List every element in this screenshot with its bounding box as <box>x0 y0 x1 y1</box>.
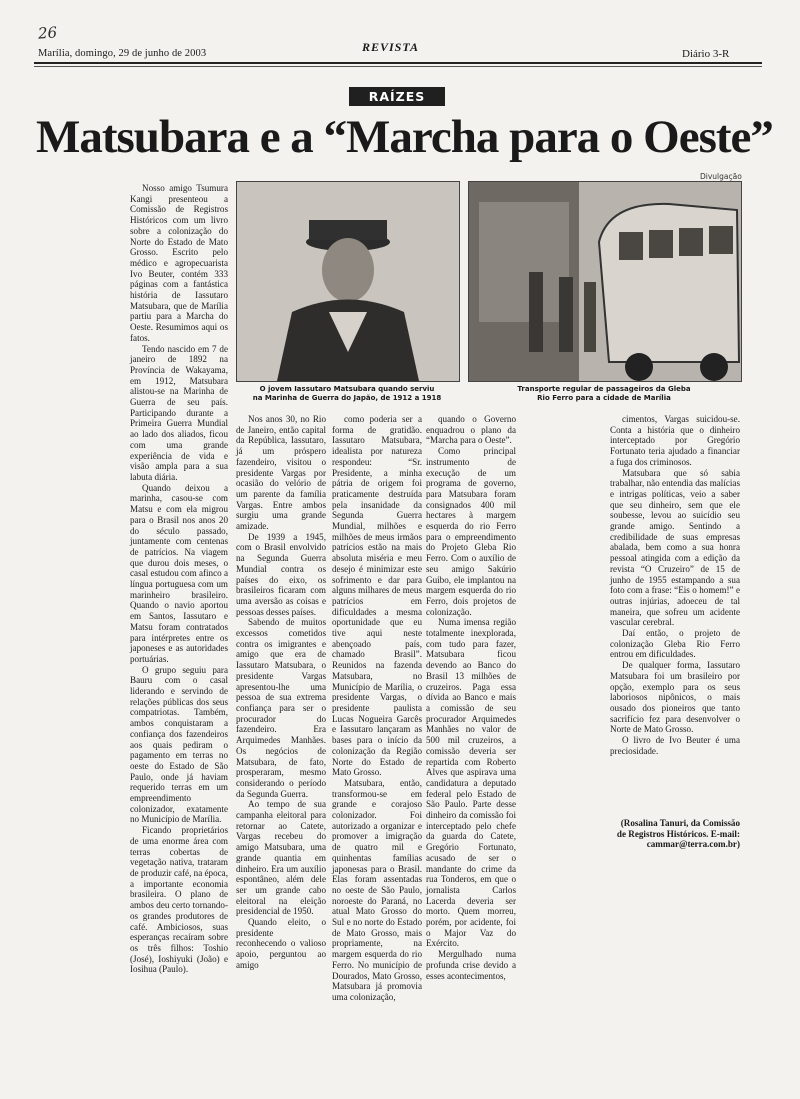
paragraph: cimentos, Vargas suicidou-se. Conta a história que o dinheiro interceptado por Gregório Fortunato teria ajudado a financiar a fuga dos criminosos. <box>610 414 740 467</box>
headline: Matsubara e a “Marcha para o Oeste” <box>36 111 773 163</box>
article-column-3 <box>332 414 422 1003</box>
author-signoff: (Rosalina Tanuri, da Comissão de Registros Históricos. E-mail: cammar@terra.com.br) <box>616 818 740 850</box>
paragraph: Ao tempo de sua campanha eleitoral para retornar ao Catete, Vargas recebeu do amigo Matsubara, uma grande quantia em dinheiro. Era um auxílio espontâneo, além dele ser um grande cabo eleitoral na eleição presidencial de 1950. <box>236 799 326 917</box>
photo-bus <box>468 181 742 382</box>
dateline: Marília, domingo, 29 de junho de 2003 <box>38 48 207 59</box>
page-number: Diário 3-R <box>682 48 730 60</box>
article-column-5 <box>610 414 740 757</box>
paragraph: Daí então, o projeto de colonização Gleba Rio Ferro entrou em dificuldades. <box>610 628 740 660</box>
paragraph: O grupo seguiu para Bauru com o casal liderando e servindo de relações públicas dos seus compatriotas. Também, ambos conquistaram a confiança dos fazendeiros aos quais pediram o pagamento em terras no oeste do Estado de São Paulo, onde já haviam requerido terras em um empreendimento colonizador, exatamente no Município de Marília. <box>130 664 228 825</box>
caption-line: Transporte regular de passageiros da Gleba <box>517 385 691 393</box>
paragraph: quando o Governo enquadrou o plano da “Marcha para o Oeste”. <box>426 414 516 446</box>
paragraph: Quando eleito, o presidente reconhecendo o valioso apoio, perguntou ao amigo <box>236 917 326 970</box>
paragraph: Quando deixou a marinha, casou-se com Matsu e com ela migrou para o Brasil nos anos 20 do século passado, juntamente com centenas de patrícios. Na viagem que durou dois meses, o casal estudou com afinco a língua portuguesa com um marinheiro brasileiro. Quando o navio aportou em Santos, Iassutaro e Matsu foram contratados para intérpretes entre os japoneses e as autoridades portuárias. <box>130 482 228 664</box>
photo-caption-1 <box>236 385 458 403</box>
paragraph: Mergulhado numa profunda crise devido a esses acontecimentos, <box>426 949 516 981</box>
paragraph: Matsubara, então, transformou-se em grande e corajoso colonizador. Foi autorizado a organizar e promover a imigração de quatro mil e quinhentas famílias japonesas para o Brasil. Elas foram assentadas no oeste de São Paulo, noroeste do Paraná, no atual Mato Grosso do Sul e no norte do Estado de Mato Grosso, mais propriamente, na margem esquerda do rio Ferro. No município de Dourados, Mato Grosso, Matsubara já promovia uma colonização, <box>332 777 422 1002</box>
photo-young-iassutaro <box>236 181 460 382</box>
handwritten-page-note: 26 <box>37 23 58 43</box>
photo-caption-2 <box>468 385 740 403</box>
caption-line: Rio Ferro para a cidade de Marília <box>537 394 671 402</box>
paragraph: Sabendo de muitos excessos cometidos contra os imigrantes e amigo que era de Iassutaro Matsubara, o presidente Vargas apresentou-lhe uma pessoa de sua extrema confiança para ser o procurador do fazendeiro. Era Arquimedes Manhães. Os negócios de Matsubara, de fato, prosperaram, mesmo considerando o período da Segunda Guerra. <box>236 617 326 799</box>
section-tag: RAÍZES <box>349 87 445 106</box>
section-name: REVISTA <box>362 40 420 54</box>
paragraph: Nos anos 30, no Rio de Janeiro, então capital da República, Iassutaro, já um próspero fazendeiro, visitou o presidente Vargas por ocasião do velório de um parente da família Vargas. Entre ambos surgiu uma grande amizade. <box>236 414 326 532</box>
photo-credit: Divulgação <box>700 172 742 181</box>
header-rule <box>34 62 762 64</box>
paragraph: Como principal instrumento de execução de um programa de governo, para Matsubara foram consignados 400 mil hectares à margem esquerda do rio Ferro para o empreendimento do Projeto Gleba Rio Ferro. Com o auxílio de seu amigo Sakúrio Guibo, ele implantou na margem esquerda do rio Ferro, dois projetos de colonização. <box>426 446 516 617</box>
paragraph: O livro de Ivo Beuter é uma preciosidade. <box>610 735 740 756</box>
caption-line: na Marinha de Guerra do Japão, de 1912 a 1918 <box>252 394 442 402</box>
article-column-2 <box>236 414 326 971</box>
paragraph: Ficando proprietários de uma enorme área com terras cobertas de vegetação nativa, trataram de produzir café, na época, a importante economia brasileira. O plano de ambos deu certo tornando-os grandes produtores de café. Ambiciosos, suas esperanças recaíram sobre os três filhos: Toshio (José), Ioshiyuki (João) e Iosihua (Paulo). <box>130 825 228 975</box>
paragraph: como poderia ser a forma de gratidão. Iassutaro Matsubara, idealista por natureza respondeu: “Sr. Presidente, a minha pátria de origem foi praticamente destruída pela insanidade da Segunda Guerra Mundial, milhões e milhões de meus irmãos patrícios estão na mais absoluta miséria e meu desejo é minimizar este sofrimento e dar para alguns milhares de meus patrícios em dificuldades a mesma oportunidade que eu tive aqui neste abençoado país, chamado Brasil”. Reunidos na fazenda Matsubara, no Município de Marília, o presidente Vargas, o presidente paulista Lucas Nogueira Garcês e Iassutaro lançaram as bases para o início da colonização da Região Norte do Estado de Mato Grosso. <box>332 414 422 778</box>
article-column-4 <box>426 414 516 981</box>
paragraph: Nosso amigo Tsumura Kangi presenteou a Comissão de Registros Históricos com um livro sobre a colonização do Norte do Estado de Mato Grosso. Escrito pelo médico e agropecuarista Ivo Beuter, contém 333 páginas com a fantástica história de Iassutaro Matsubara, que de Marília partiu para a Marcha do Oeste. Resumimos aqui os fatos. <box>130 183 228 343</box>
header-rule-thin <box>34 66 762 67</box>
paragraph: Tendo nascido em 7 de janeiro de 1892 na Província de Wakayama, em 1912, Matsubara alistou-se na Marinha de Guerra de seu país. Participando durante a Primeira Guerra Mundial ao lado dos aliados, ficou com uma grande experiência de vida e visão ampla para a sua labuta diária. <box>130 343 228 482</box>
paragraph: Numa imensa região totalmente inexplorada, com tudo para fazer, Matsubara ficou devendo ao Banco do Brasil 13 milhões de cruzeiros. Paga essa dívida ao Banco e mais a comissão de seu procurador Arquimedes Manhães no valor de 500 mil cruzeiros, a comissão deveria ser repartida com Roberto Alves que aspirava uma candidatura a deputado federal pelo Estado de São Paulo. Parte desse dinheiro da comissão foi interceptado pelo chefe da guarda do Catete, Gregório Fortunato, acusado de ser o mandante do crime da rua Tonderos, em que o jornalista Carlos Lacerda deveria ser morto. Quem morreu, porém, por acidente, foi o Major Vaz do Exército. <box>426 617 516 949</box>
article-column-1 <box>130 183 228 975</box>
paragraph: Matsubara que só sabia trabalhar, não entendia das malícias e intrigas políticas, veio a saber que seu dinheiro, sem que ele soubesse, levou ao suicídio seu grande amigo. Sentindo a credibilidade de suas empresas abalada, bem como a sua honra pessoal atingida com a edição da revista “O Cruzeiro” de 15 de junho de 1955 estampando a sua foto com a frase: “Eis o homem!” e outras injúrias, adoeceu de tal maneira, que sofreu um acidente vascular cerebral. <box>610 467 740 628</box>
paragraph: De qualquer forma, Iassutaro Matsubara foi um brasileiro por opção, exemplo para os seus laboriosos nipônicos, o mais ousado dos pioneiros que tanto sacrifício fez para desenvolver o Norte de Mato Grosso. <box>610 660 740 735</box>
caption-line: O jovem Iassutaro Matsubara quando serviu <box>259 385 435 393</box>
paragraph: De 1939 a 1945, com o Brasil envolvido na Segunda Guerra Mundial contra os países do eixo, os brasileiros ficaram com uma aversão as coisas e pessoas desses países. <box>236 531 326 617</box>
